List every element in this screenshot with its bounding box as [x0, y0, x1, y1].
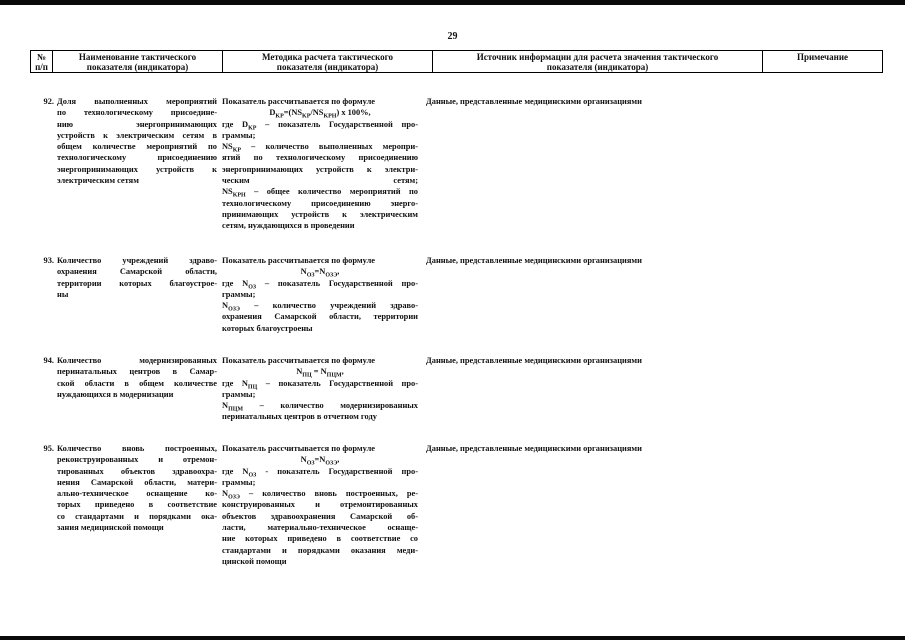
indicator-name [57, 96, 217, 186]
text-line: ской области в общем количестве [57, 378, 217, 388]
text-line: Доля выполненных мероприятий [57, 97, 217, 106]
text-line: общем количестве мероприятий по [57, 142, 217, 152]
method-line: энергопринимающих устройств к электри- [222, 164, 418, 174]
method-line: граммы; [222, 130, 256, 140]
method-line: Показатель рассчитывается по формуле [222, 256, 375, 265]
text-line: торых приведено в соответствие [57, 500, 217, 510]
method-line: где $N_{ОЗ}$ – показатель Государственной про- [222, 278, 418, 291]
information-source: Данные, представленные медицинскими организациями [426, 256, 642, 265]
method-line: $N_{ПЦМ}$ – количество модернизированных [222, 401, 418, 413]
text-line: устройств к электрическим сетям в [57, 130, 217, 140]
text-line: ально-техническое оснащение ко- [57, 489, 217, 499]
text-line: реконструированных и отремон- [57, 455, 217, 465]
formula-line: $D_{KP}=(NS_{KP}/NS_{KPH})$ x 100%, [269, 108, 371, 120]
text-line: нию энергопринимающих [57, 119, 217, 129]
method-line: ласти, материально-техническое оснаще- [222, 523, 418, 533]
text-line: нения Самарской области, матери- [57, 477, 217, 487]
method-line: $NS_{KPH}$ – общее количество мероприятий по [222, 187, 418, 200]
indicator-name [57, 255, 217, 300]
header-name: Наименование тактического показателя (индикатора) [53, 51, 223, 73]
method-line: Показатель рассчитывается по формуле [222, 444, 375, 453]
text-line: Количество вновь построенных, [57, 444, 217, 453]
information-source: Данные, представленные медицинскими организациями [426, 356, 642, 365]
method-line: конструированных и отремонтированных [222, 500, 418, 510]
method-line: ние которых приведено в соответствие со [222, 534, 418, 544]
row-number: 93. [43, 256, 54, 265]
indicator-name [57, 355, 217, 400]
row-number: 95. [43, 444, 54, 453]
method-line: технологическому присоединению энерго- [222, 198, 418, 208]
calculation-method [222, 255, 418, 334]
scan-bottom-border [0, 636, 905, 640]
header-note: Примечание [763, 51, 883, 73]
calculation-method [222, 355, 418, 423]
method-line: граммы; [222, 477, 256, 487]
header-num: № п/п [31, 51, 53, 73]
text-line: технологическому присоединению [57, 153, 217, 163]
method-line: объектов здравоохранения Самарской об- [222, 511, 418, 521]
method-line: ческим сетям; [222, 176, 418, 186]
text-line: по технологическому присоедине- [57, 108, 217, 118]
method-line: которых благоустроены [222, 323, 313, 333]
method-line: цинской помощи [222, 556, 287, 566]
information-source: Данные, представленные медицинскими организациями [426, 97, 642, 106]
method-line: где $N_{ПЦ}$ – показатель Государственной про- [222, 378, 419, 391]
header-source: Источник информации для расчета значения тактического показателя (индикатора) [433, 51, 763, 73]
method-line: принимающих устройств к электрическим [222, 209, 418, 219]
header-method: Методика расчета тактического показателя (индикатора) [223, 51, 433, 73]
row-number: 94. [43, 356, 54, 365]
text-line: ны [57, 289, 69, 299]
formula-line: $N_{ПЦ} = N_{ПЦМ}$, [296, 367, 344, 379]
text-line: тированных объектов здравоохра- [57, 466, 217, 476]
method-line: ятий по технологическому присоединению [222, 153, 418, 163]
information-source: Данные, представленные медицинскими организациями [426, 444, 642, 453]
text-line: Количество модернизированных [57, 356, 217, 365]
method-line: Показатель рассчитывается по формуле [222, 97, 375, 106]
indicator-name [57, 443, 217, 533]
row-number: 92. [43, 97, 54, 106]
text-line: Количество учреждений здраво- [57, 256, 217, 265]
method-line: граммы; [222, 289, 256, 299]
method-line: $NS_{KP}$ – количество выполненных меропри- [222, 142, 418, 154]
text-line: территории которых благоустрое- [57, 278, 217, 288]
method-line: $N_{ОЗЭ}$ – количество учреждений здраво- [222, 301, 418, 313]
formula-line: $N_{ОЗ}=N_{ОЗЭ}$, [300, 455, 340, 467]
formula-line: $N_{ОЗ}=N_{ОЗЭ}$, [300, 267, 340, 279]
text-line: зания медицинской помощи [57, 523, 164, 533]
method-line: граммы; [222, 389, 256, 399]
text-line: электрическим сетям [57, 176, 139, 186]
calculation-method [222, 96, 418, 232]
method-line: охранения Самарской области, территории [222, 312, 418, 322]
scan-top-border [0, 0, 905, 5]
table-header [30, 50, 883, 73]
text-line: энергопринимающих устройств к [57, 164, 217, 174]
calculation-method [222, 443, 418, 567]
method-line: где $N_{ОЗ}$ - показатель Государственной про- [222, 466, 418, 479]
method-line: $N_{ОЗЭ}$ – количество вновь построенных, ре- [222, 489, 418, 501]
text-line: со стандартами и порядками ока- [57, 511, 217, 521]
method-line: перинатальных центров в отчетном году [222, 412, 377, 422]
page-number: 29 [447, 31, 458, 42]
method-line: Показатель рассчитывается по формуле [222, 356, 375, 365]
method-line: где $D_{KP}$ – показатель Государственной про- [222, 119, 419, 132]
method-line: стандартами и порядками оказания меди- [222, 545, 418, 555]
method-line: сетям, нуждающихся в проведении [222, 221, 355, 231]
text-line: нуждающихся в модернизации [57, 389, 174, 399]
text-line: охранения Самарской области, [57, 267, 217, 277]
text-line: перинатальных центров в Самар- [57, 367, 217, 377]
